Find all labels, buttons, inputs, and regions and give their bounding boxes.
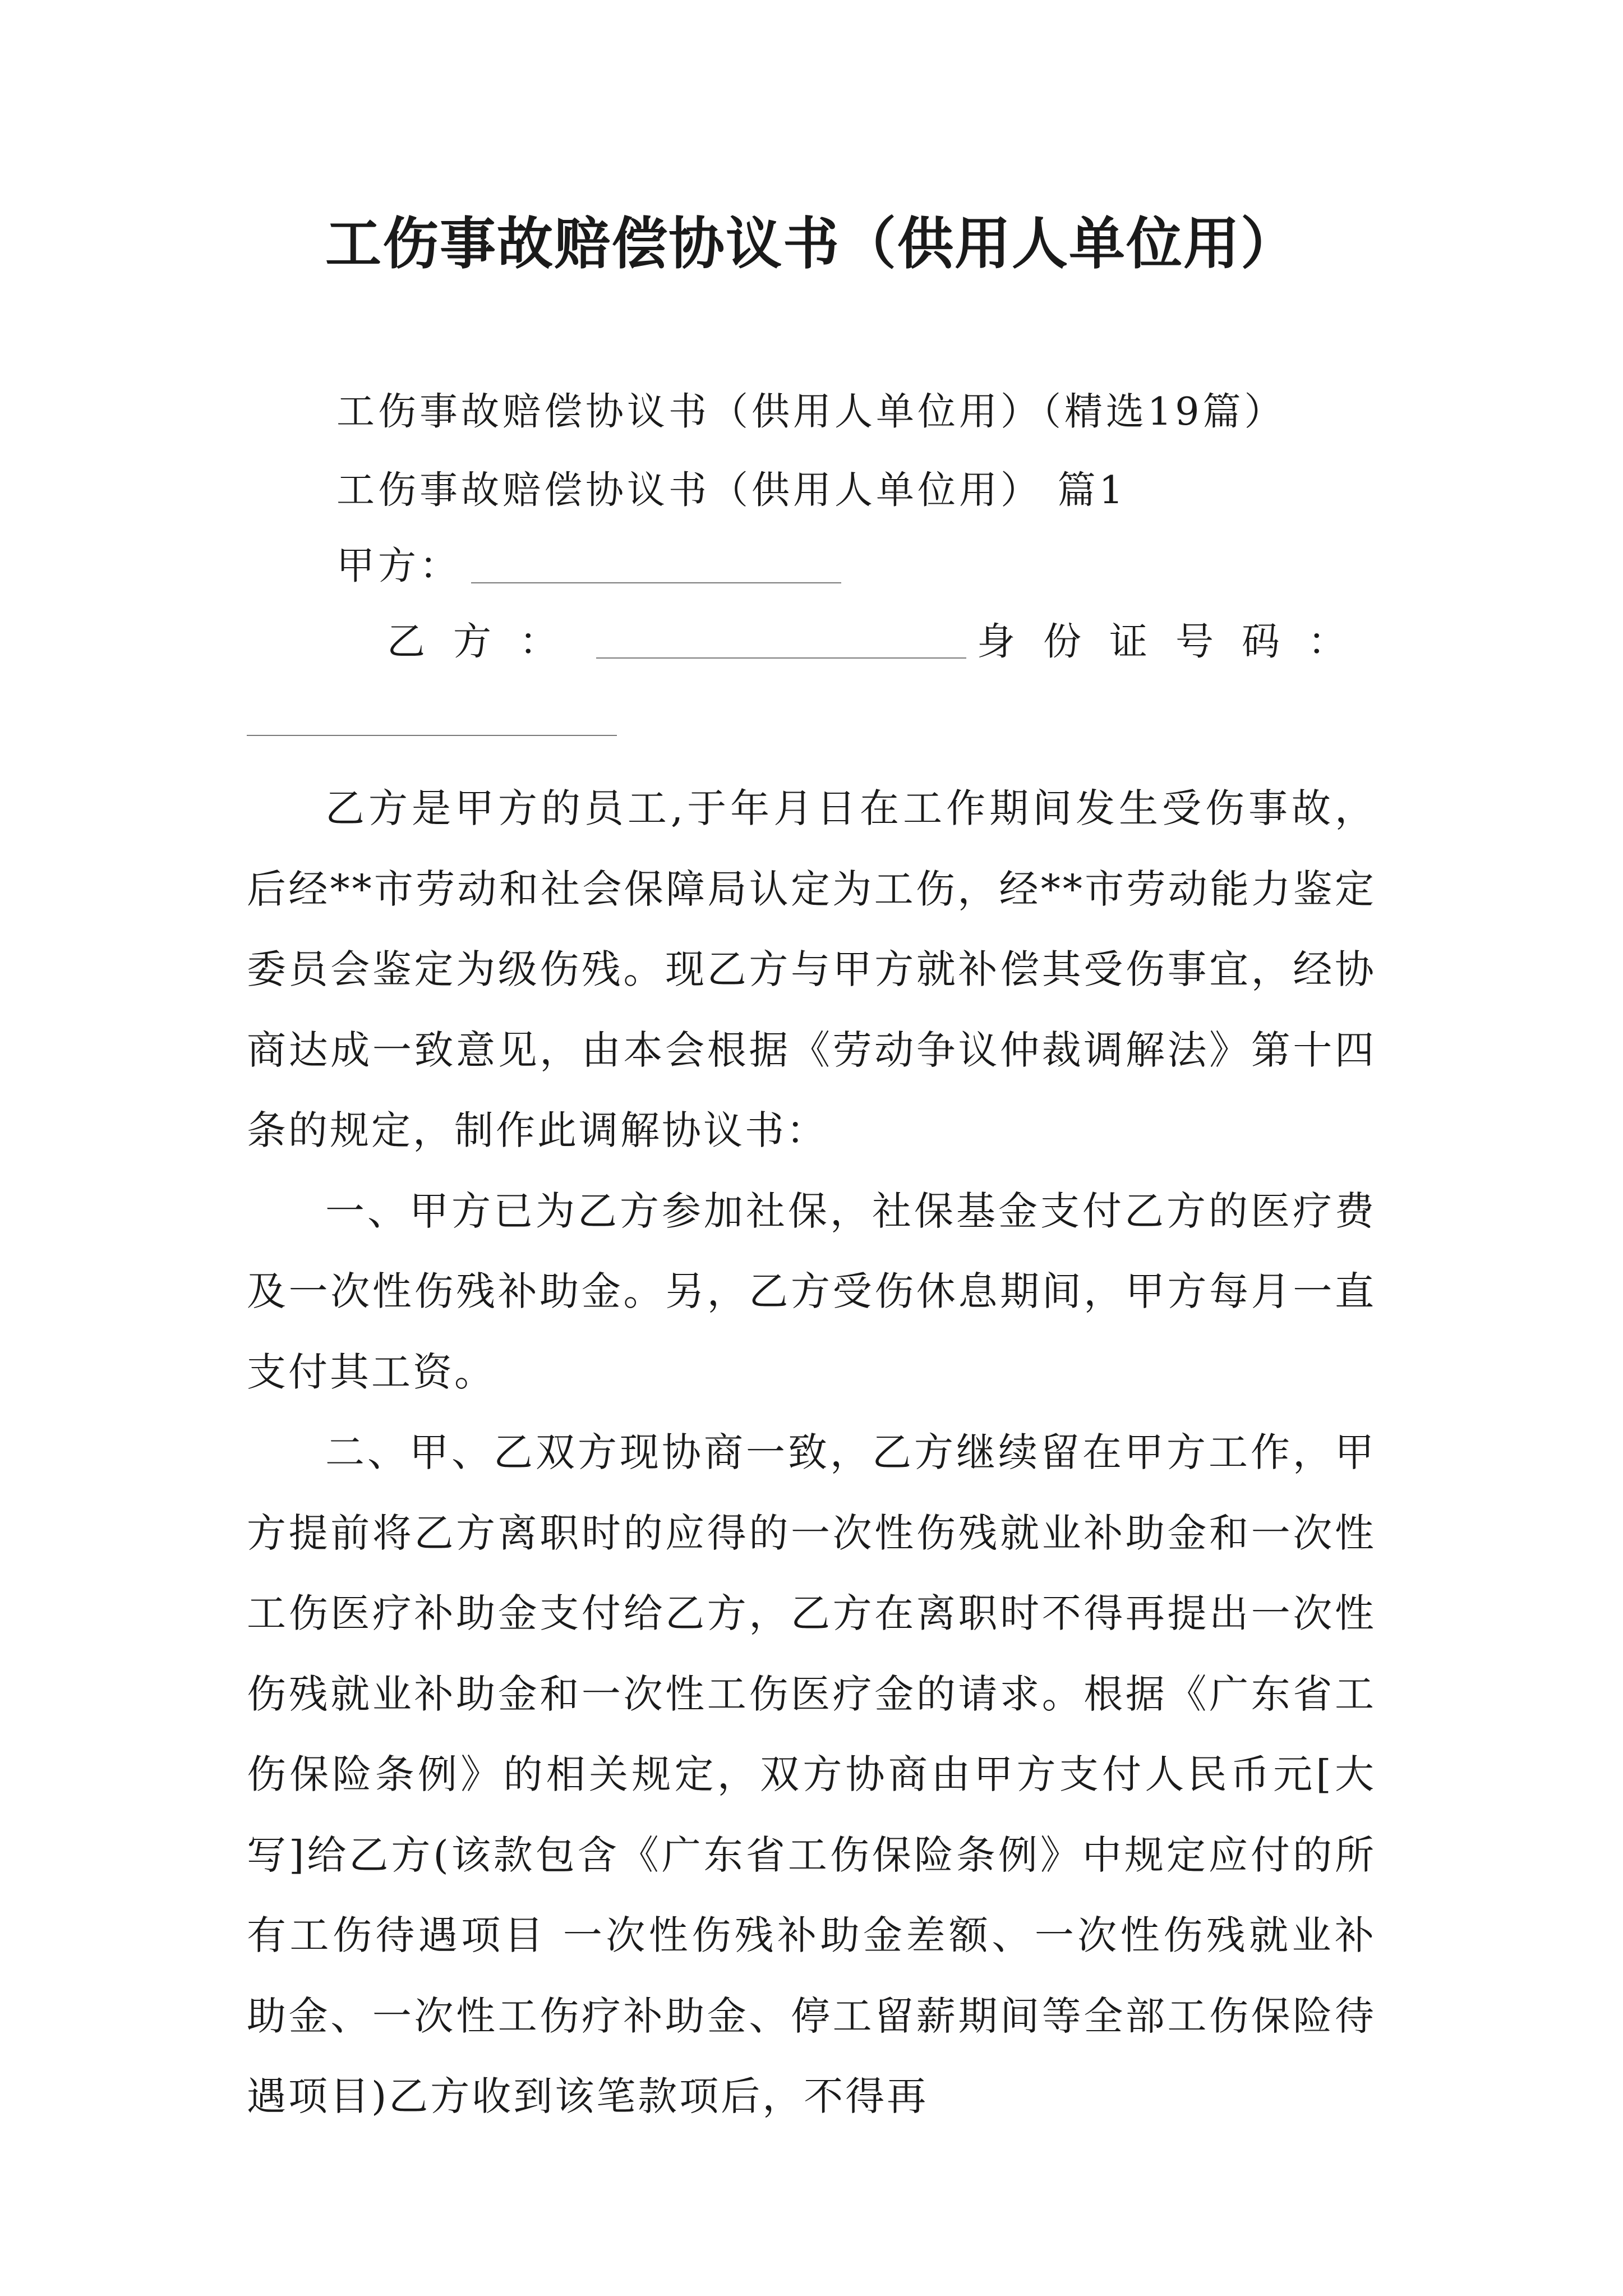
section-heading: 工伤事故赔偿协议书（供用人单位用） 篇1: [336, 468, 1127, 513]
party-b-label: 乙方：: [387, 620, 586, 664]
party-a-label: 甲方：: [336, 544, 462, 588]
document-body: [247, 769, 1376, 2137]
body-paragraph: 一、甲方已为乙方参加社保，社保基金支付乙方的医疗费及一次性伤残补助金。另，乙方受伤休息期间，甲方每月一直支付其工资。: [247, 1188, 1376, 1395]
body-paragraph: 二、甲、乙双方现协商一致，乙方继续留在甲方工作，甲方提前将乙方离职时的应得的一次性伤残就业补助金和一次性工伤医疗补助金支付给乙方，乙方在离职时不得再提出一次性伤残就业补助金和一次性工伤医疗金的请求。根据《广东省工伤保险条例》的相关规定，双方协商由甲方支付人民币元[大写]给乙方(该款包含《广东省工伤保险条例》中规定应付的所有工伤待遇项目 一次性伤残补助金差额、一次性伤残就业补助金、一次性工伤疗补助金、停工留薪期间等全部工伤保险待遇项目)乙方收到该笔款项后，不得再: [247, 1429, 1376, 2119]
id-number-blank: [247, 735, 617, 736]
body-paragraph: 乙方是甲方的员工,于年月日在工作期间发生受伤事故，后经**市劳动和社会保障局认定为工伤，经**市劳动能力鉴定委员会鉴定为级伤残。现乙方与甲方就补偿其受伤事宜，经协商达成一致意见，由本会根据《劳动争议仲裁调解法》第十四条的规定，制作此调解协议书：: [247, 785, 1376, 1153]
party-a-blank: [471, 582, 841, 583]
page-title: 工伤事故赔偿协议书（供用人单位用）: [325, 211, 1298, 277]
id-number-label: 身份证号码：: [976, 620, 1374, 664]
party-a-line: [336, 539, 841, 595]
party-b-blank: [596, 657, 966, 659]
document-subtitle: 工伤事故赔偿协议书（供用人单位用）（精选19篇）: [336, 390, 1286, 434]
party-b-line: [387, 614, 1374, 670]
